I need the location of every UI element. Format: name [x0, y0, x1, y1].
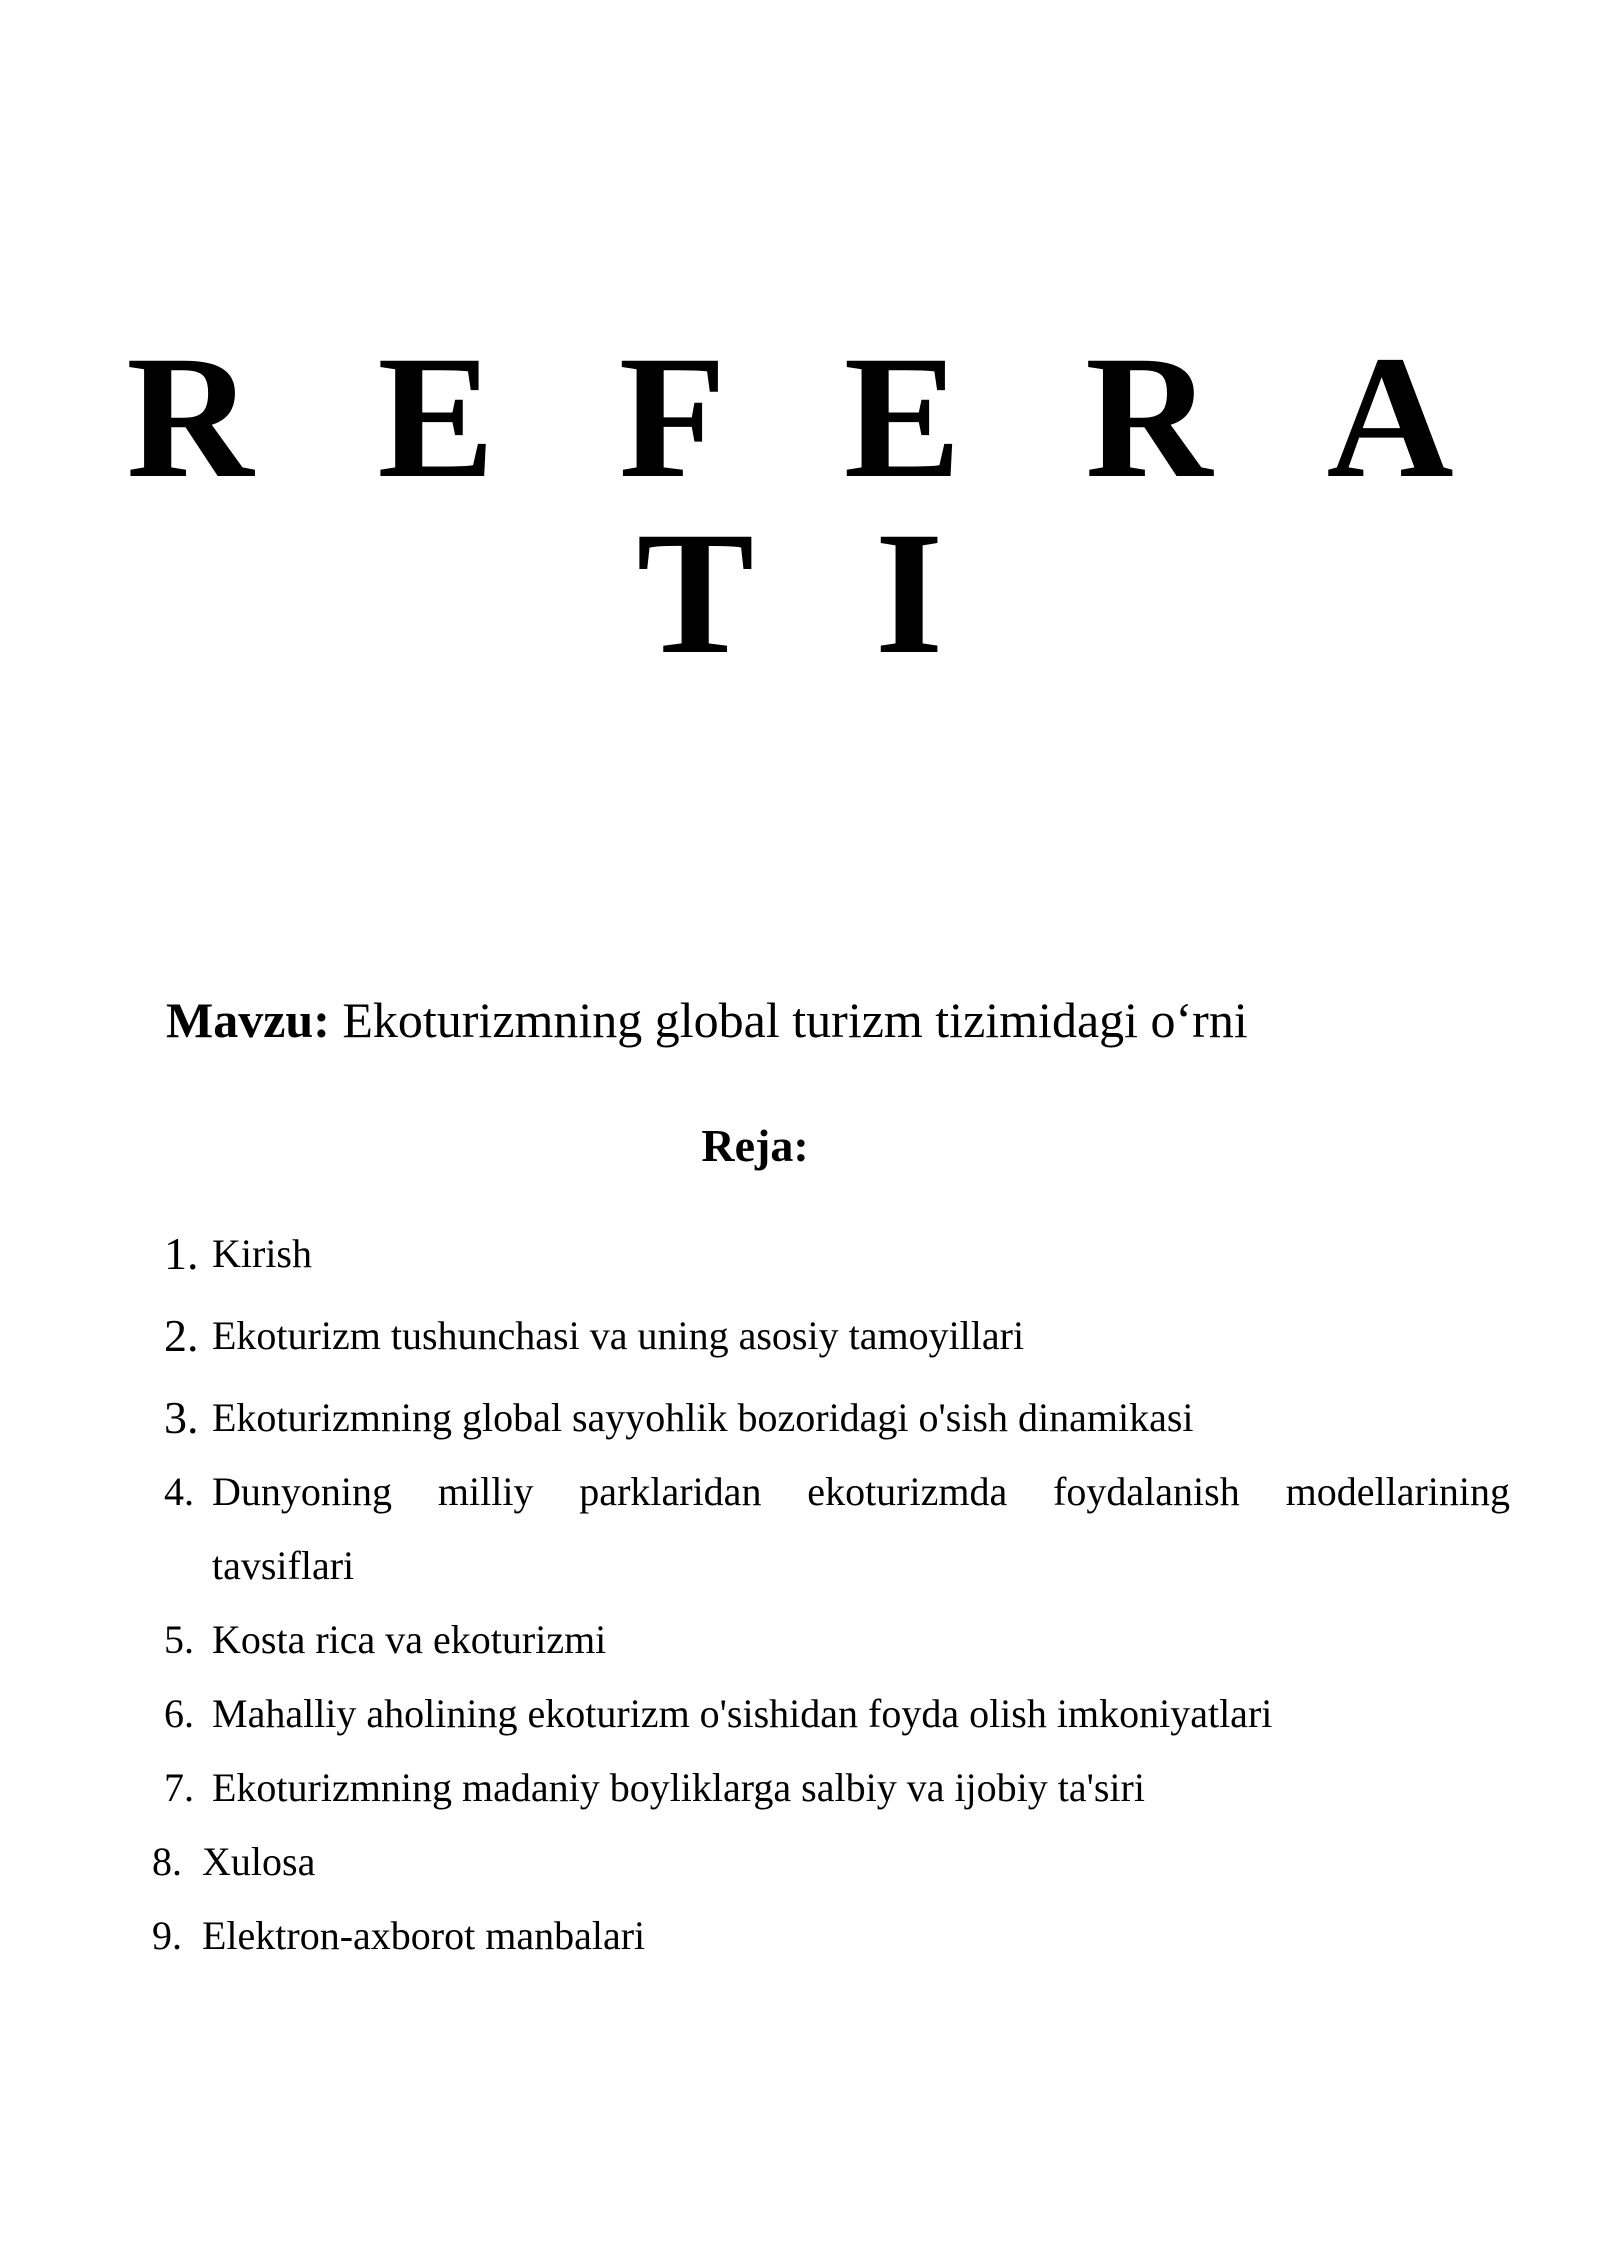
- plan-item-9: [150, 1910, 1510, 1962]
- plan-item-number: 9.: [152, 1913, 182, 1958]
- plan-item-text: Ekoturizmning global sayyohlik bozoridagi o'sish dinamikasi: [212, 1395, 1194, 1440]
- plan-item-2: [150, 1310, 1510, 1362]
- plan-item-5: [150, 1614, 1510, 1666]
- plan-heading: Reja:: [701, 1120, 809, 1171]
- plan-item-text: Ekoturizm tushunchasi va uning asosiy tamoyillari: [212, 1313, 1025, 1358]
- plan-item-number: 4.: [164, 1469, 194, 1514]
- plan-item-4: [150, 1466, 1510, 1592]
- plan-item-text: Mahalliy aholining ekoturizm o'sishidan foyda olish imkoniyatlari: [212, 1691, 1273, 1736]
- plan-item-text: Kirish: [212, 1231, 312, 1276]
- plan-item-text: Ekoturizmning madaniy boyliklarga salbiy va ijobiy ta'siri: [212, 1765, 1145, 1810]
- plan-item-text: Dunyoning milliy parklaridan ekoturizmda foydalanish modellarining: [212, 1469, 1510, 1514]
- plan-item-text-continued: tavsiflari: [212, 1543, 355, 1588]
- plan-item-text: Xulosa: [202, 1839, 316, 1884]
- plan-item-1: [150, 1228, 1510, 1280]
- plan-item-number: 1.: [164, 1228, 199, 1279]
- plan-item-number: 5.: [164, 1617, 194, 1662]
- plan-list: [150, 1228, 1510, 1962]
- plan-item-number: 7.: [164, 1765, 194, 1810]
- topic-label: Mavzu:: [166, 992, 330, 1048]
- plan-item-number: 3.: [164, 1392, 199, 1443]
- topic-line: [166, 990, 1248, 1050]
- topic-text: Ekoturizmning global turizm tizimidagi o‘rni: [329, 992, 1248, 1048]
- plan-item-3: [150, 1392, 1510, 1444]
- plan-item-text: Kosta rica va ekoturizmi: [212, 1617, 607, 1662]
- plan-item-number: 8.: [152, 1839, 182, 1884]
- plan-item-7: [150, 1762, 1510, 1814]
- plan-item-text: Elektron-axborot manbalari: [202, 1913, 646, 1958]
- plan-item-6: [150, 1688, 1510, 1740]
- plan-item-8: [150, 1836, 1510, 1888]
- page-title: R E F E R A T I: [126, 320, 1494, 691]
- plan-item-number: 2.: [164, 1310, 199, 1361]
- plan-item-number: 6.: [164, 1691, 194, 1736]
